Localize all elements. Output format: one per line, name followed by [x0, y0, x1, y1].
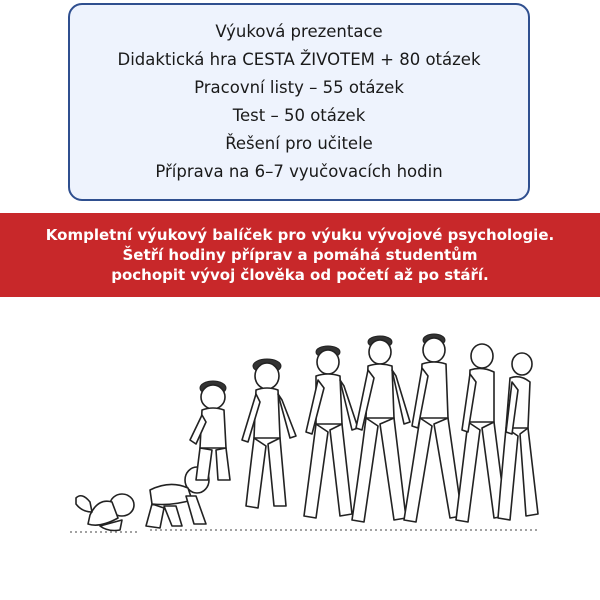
promo-banner — [0, 213, 600, 297]
list-item: Test – 50 otázek — [232, 106, 366, 125]
adult-figure — [404, 334, 462, 522]
baby-lying-figure — [70, 494, 140, 532]
package-contents-list — [117, 18, 480, 186]
child-figure — [242, 359, 296, 508]
list-item: Příprava na 6–7 vyučovacích hodin — [155, 162, 443, 181]
toddler-figure — [190, 381, 230, 480]
info-box — [68, 3, 530, 201]
list-item: Didaktická hra CESTA ŽIVOTEM + 80 otázek — [117, 50, 481, 69]
banner-line: pochopit vývoj člověka od početí až po stáří. — [111, 266, 489, 284]
banner-line: Šetří hodiny příprav a pomáhá studentům — [122, 246, 478, 264]
banner-line: Kompletní výukový balíček pro výuku vývojové psychologie. — [45, 226, 555, 244]
middle-aged-figure — [456, 344, 506, 522]
list-item: Řešení pro učitele — [225, 134, 373, 153]
young-adult-figure — [352, 336, 410, 522]
human-development-illustration — [60, 320, 540, 550]
list-item: Pracovní listy – 55 otázek — [194, 78, 404, 97]
list-item: Výuková prezentace — [215, 22, 383, 41]
teen-figure — [304, 346, 358, 518]
